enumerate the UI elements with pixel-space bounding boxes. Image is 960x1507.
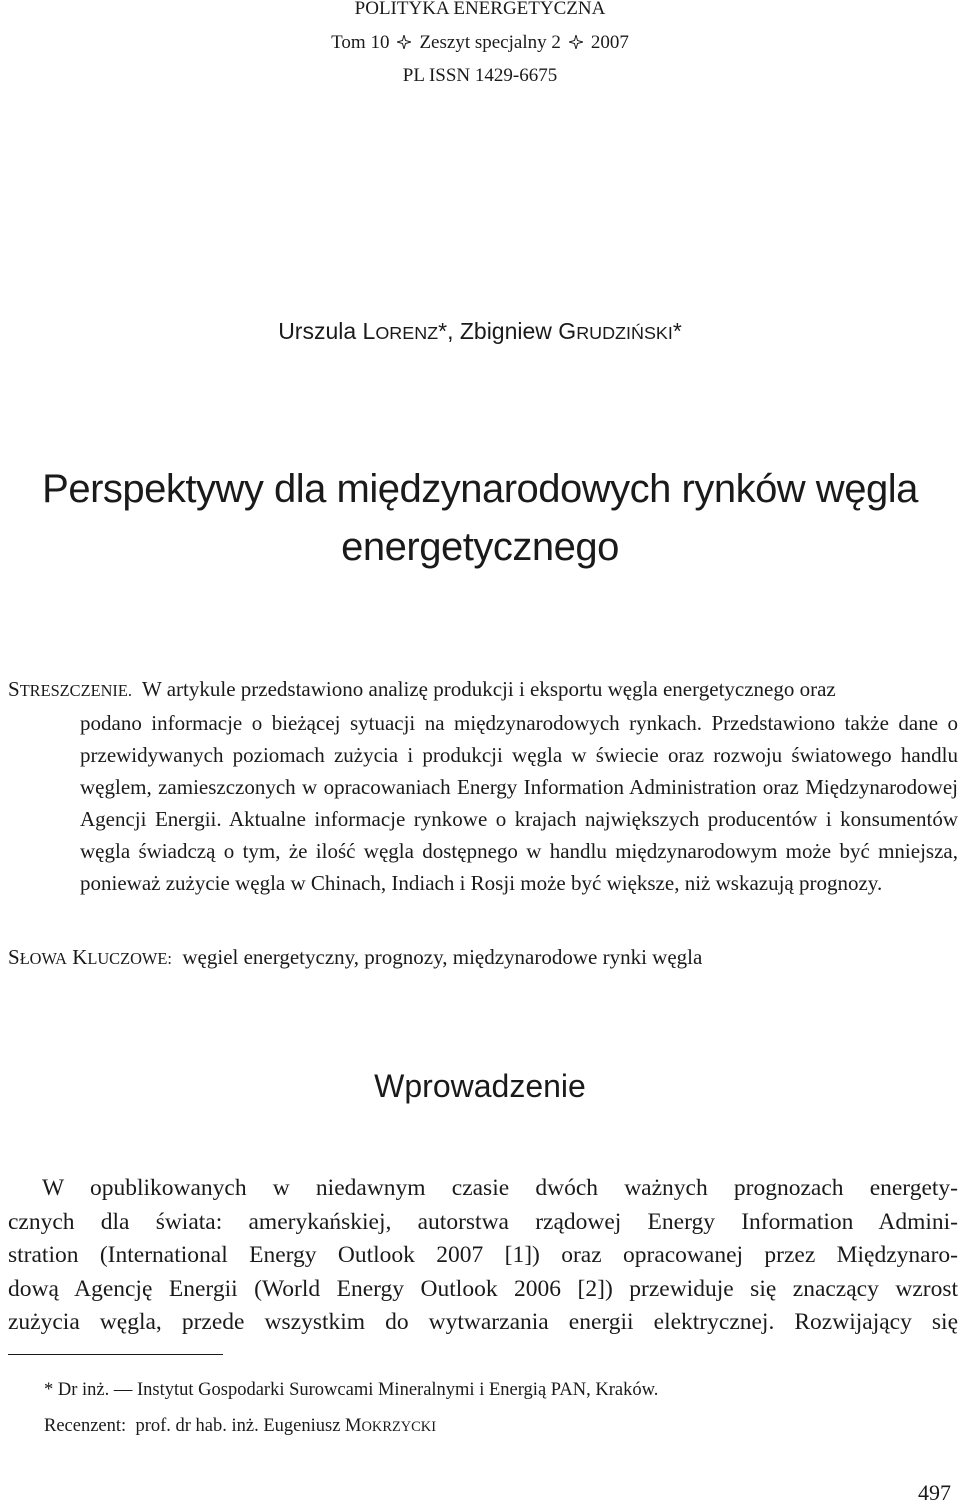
abstract-label: STRESZCZENIE. [8,677,132,701]
year: 2007 [590,32,629,53]
volume: Tom 10 [331,32,390,53]
footnote-divider [8,1354,223,1355]
issn: PL ISSN 1429-6675 [402,65,558,86]
abstract [8,673,958,899]
keywords-text: węgiel energetyczny, prognozy, międzynarodowe rynki węgla [182,945,703,969]
diamond-separator-icon [397,35,411,49]
section-body [8,1172,958,1340]
footnote-affiliation: * Dr inż. — Instytut Gospodarki Surowcami Mineralnymi i Energią PAN, Kraków. [44,1380,659,1400]
authors: Urszula LORENZ*, Zbigniew GRUDZIŃSKI* [278,318,682,344]
journal-volume-line [0,31,960,55]
diamond-separator-icon [569,35,583,49]
paper-title [0,460,960,576]
body-line: cznych dla świata: amerykańskiej, autorstwa rządowej Energy Information Admini- [8,1208,958,1235]
footnote-reviewer: Recenzent: prof. dr hab. inż. Eugeniusz MOKRZYCKI [44,1416,437,1436]
keywords [8,941,958,975]
body-line: stration (International Energy Outlook 2007 [1]) oraz opracowanej przez Międzynaro- [8,1242,958,1268]
body-line: dową Agencję Energii (World Energy Outlook 2006 [2]) przewiduje się znaczący wzrost [8,1275,958,1302]
journal-name: POLITYKA ENERGETYCZNA [354,0,606,19]
issue: Zeszyt specjalny 2 [419,32,561,53]
keywords-label: SŁOWA KLUCZOWE: [8,945,172,969]
page-number: 497 [918,1480,951,1505]
title-line-2: energetycznego [341,525,619,569]
body-line: zużycia węgla, przede wszystkim do wytwarzania energii elektrycznej. Rozwijający się [8,1309,958,1335]
title-line-1: Perspektywy dla międzynarodowych rynków węgla [42,467,918,511]
body-line: W opublikowanych w niedawnym czasie dwóch ważnych prognozach energety- [42,1175,958,1201]
abstract-body: podano informacje o bieżącej sytuacji na międzynarodowych rynkach. Przedstawiono także dane o przewidywanych poziomach zużycia i produkcji węgla w świecie oraz rozwoju światowego handlu węglem, zamieszczonych w opracowaniach Energy Information Administration oraz Międzynarodowej Agencji Energii. Aktualne informacje rynkowe o krajach największych producentów i konsumentów węgla świadczą o tym, że ilość węgla dostępnego w handlu międzynarodowym może być mniejsza, ponieważ zużycie węgla w Chinach, Indiach i Rosji może być większe, niż wskazują prognozy. [80,711,958,895]
section-title: Wprowadzenie [374,1068,586,1104]
abstract-first-line: STRESZCZENIE. W artykule przedstawiono analizę produkcji i eksportu węgla energetycznego oraz [8,677,836,701]
